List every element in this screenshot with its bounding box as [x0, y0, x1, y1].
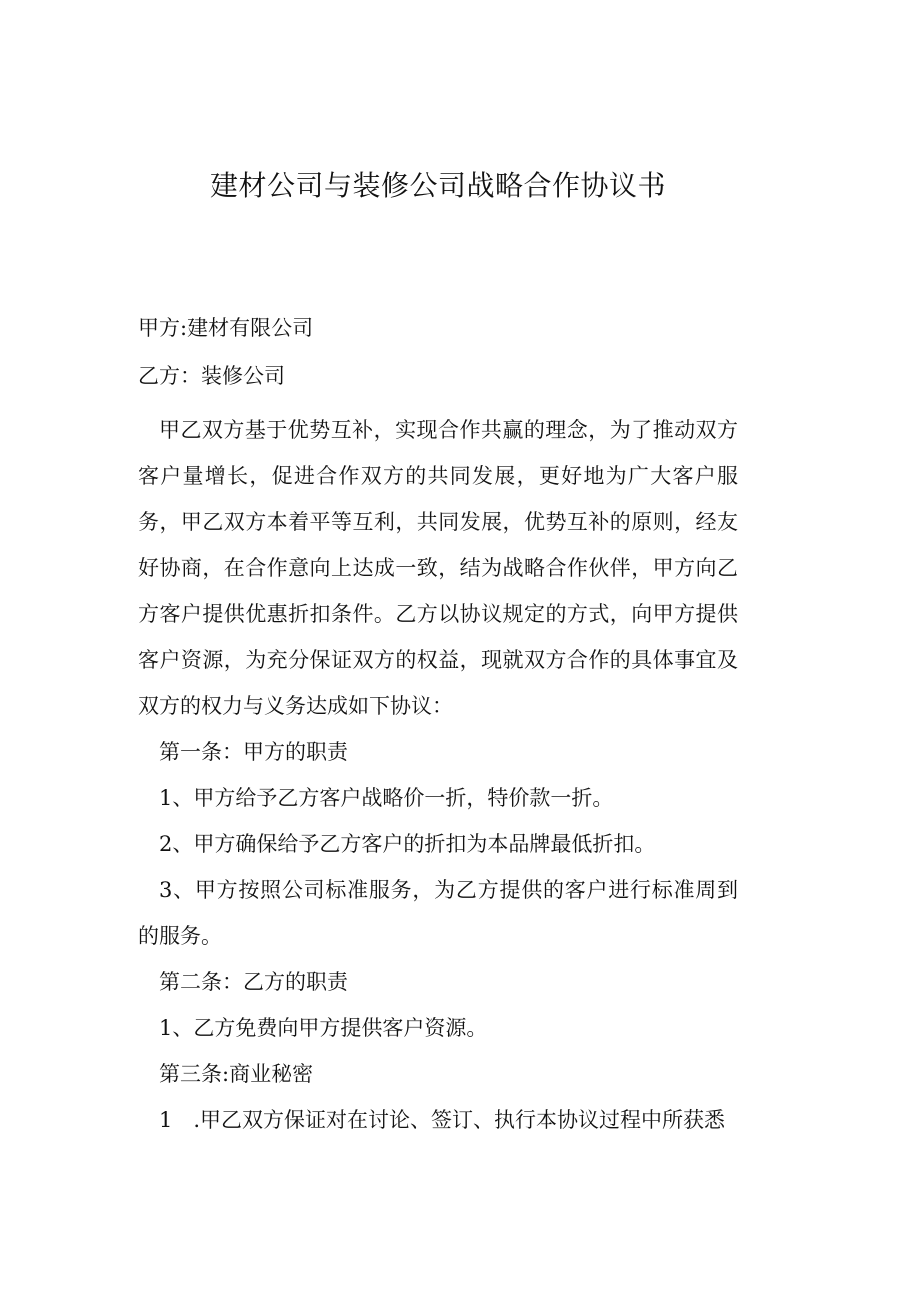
article-1-heading: 第一条：甲方的职责 — [159, 740, 348, 764]
article-1-item-3: 3、甲方按照公司标准服务，为乙方提供的客户进行标准周到的服务。 — [138, 878, 738, 948]
article-2-item-1: 1、乙方免费向甲方提供客户资源。 — [159, 1016, 488, 1040]
party-b-line: 乙方：装修公司 — [138, 364, 285, 388]
agreement-body — [138, 407, 738, 1143]
article-1-item-1: 1、甲方给予乙方客户战略价一折，特价款一折。 — [159, 786, 614, 810]
party-a-line: 甲方:建材有限公司 — [138, 316, 314, 340]
article-2-heading: 第二条：乙方的职责 — [159, 970, 348, 994]
preamble-paragraph: 甲乙双方基于优势互补，实现合作共赢的理念，为了推动双方客户量增长，促进合作双方的共同发展，更好地为广大客户服务，甲乙双方本着平等互利，共同发展，优势互补的原则，经友好协商，在合作意向上达成一致，结为战略合作伙伴，甲方向乙方客户提供优惠折扣条件。乙方以协议规定的方式，向甲方提供客户资源，为充分保证双方的权益，现就双方合作的具体事宜及双方的权力与义务达成如下协议： — [138, 418, 738, 718]
article-1-item-2: 2、甲方确保给予乙方客户的折扣为本品牌最低折扣。 — [159, 832, 656, 856]
document-title: 建材公司与装修公司战略合作协议书 — [209, 169, 666, 202]
article-3-heading: 第三条:商业秘密 — [159, 1062, 314, 1086]
article-3-item-1: 1 .甲乙双方保证对在讨论、签订、执行本协议过程中所获悉 — [159, 1108, 726, 1132]
